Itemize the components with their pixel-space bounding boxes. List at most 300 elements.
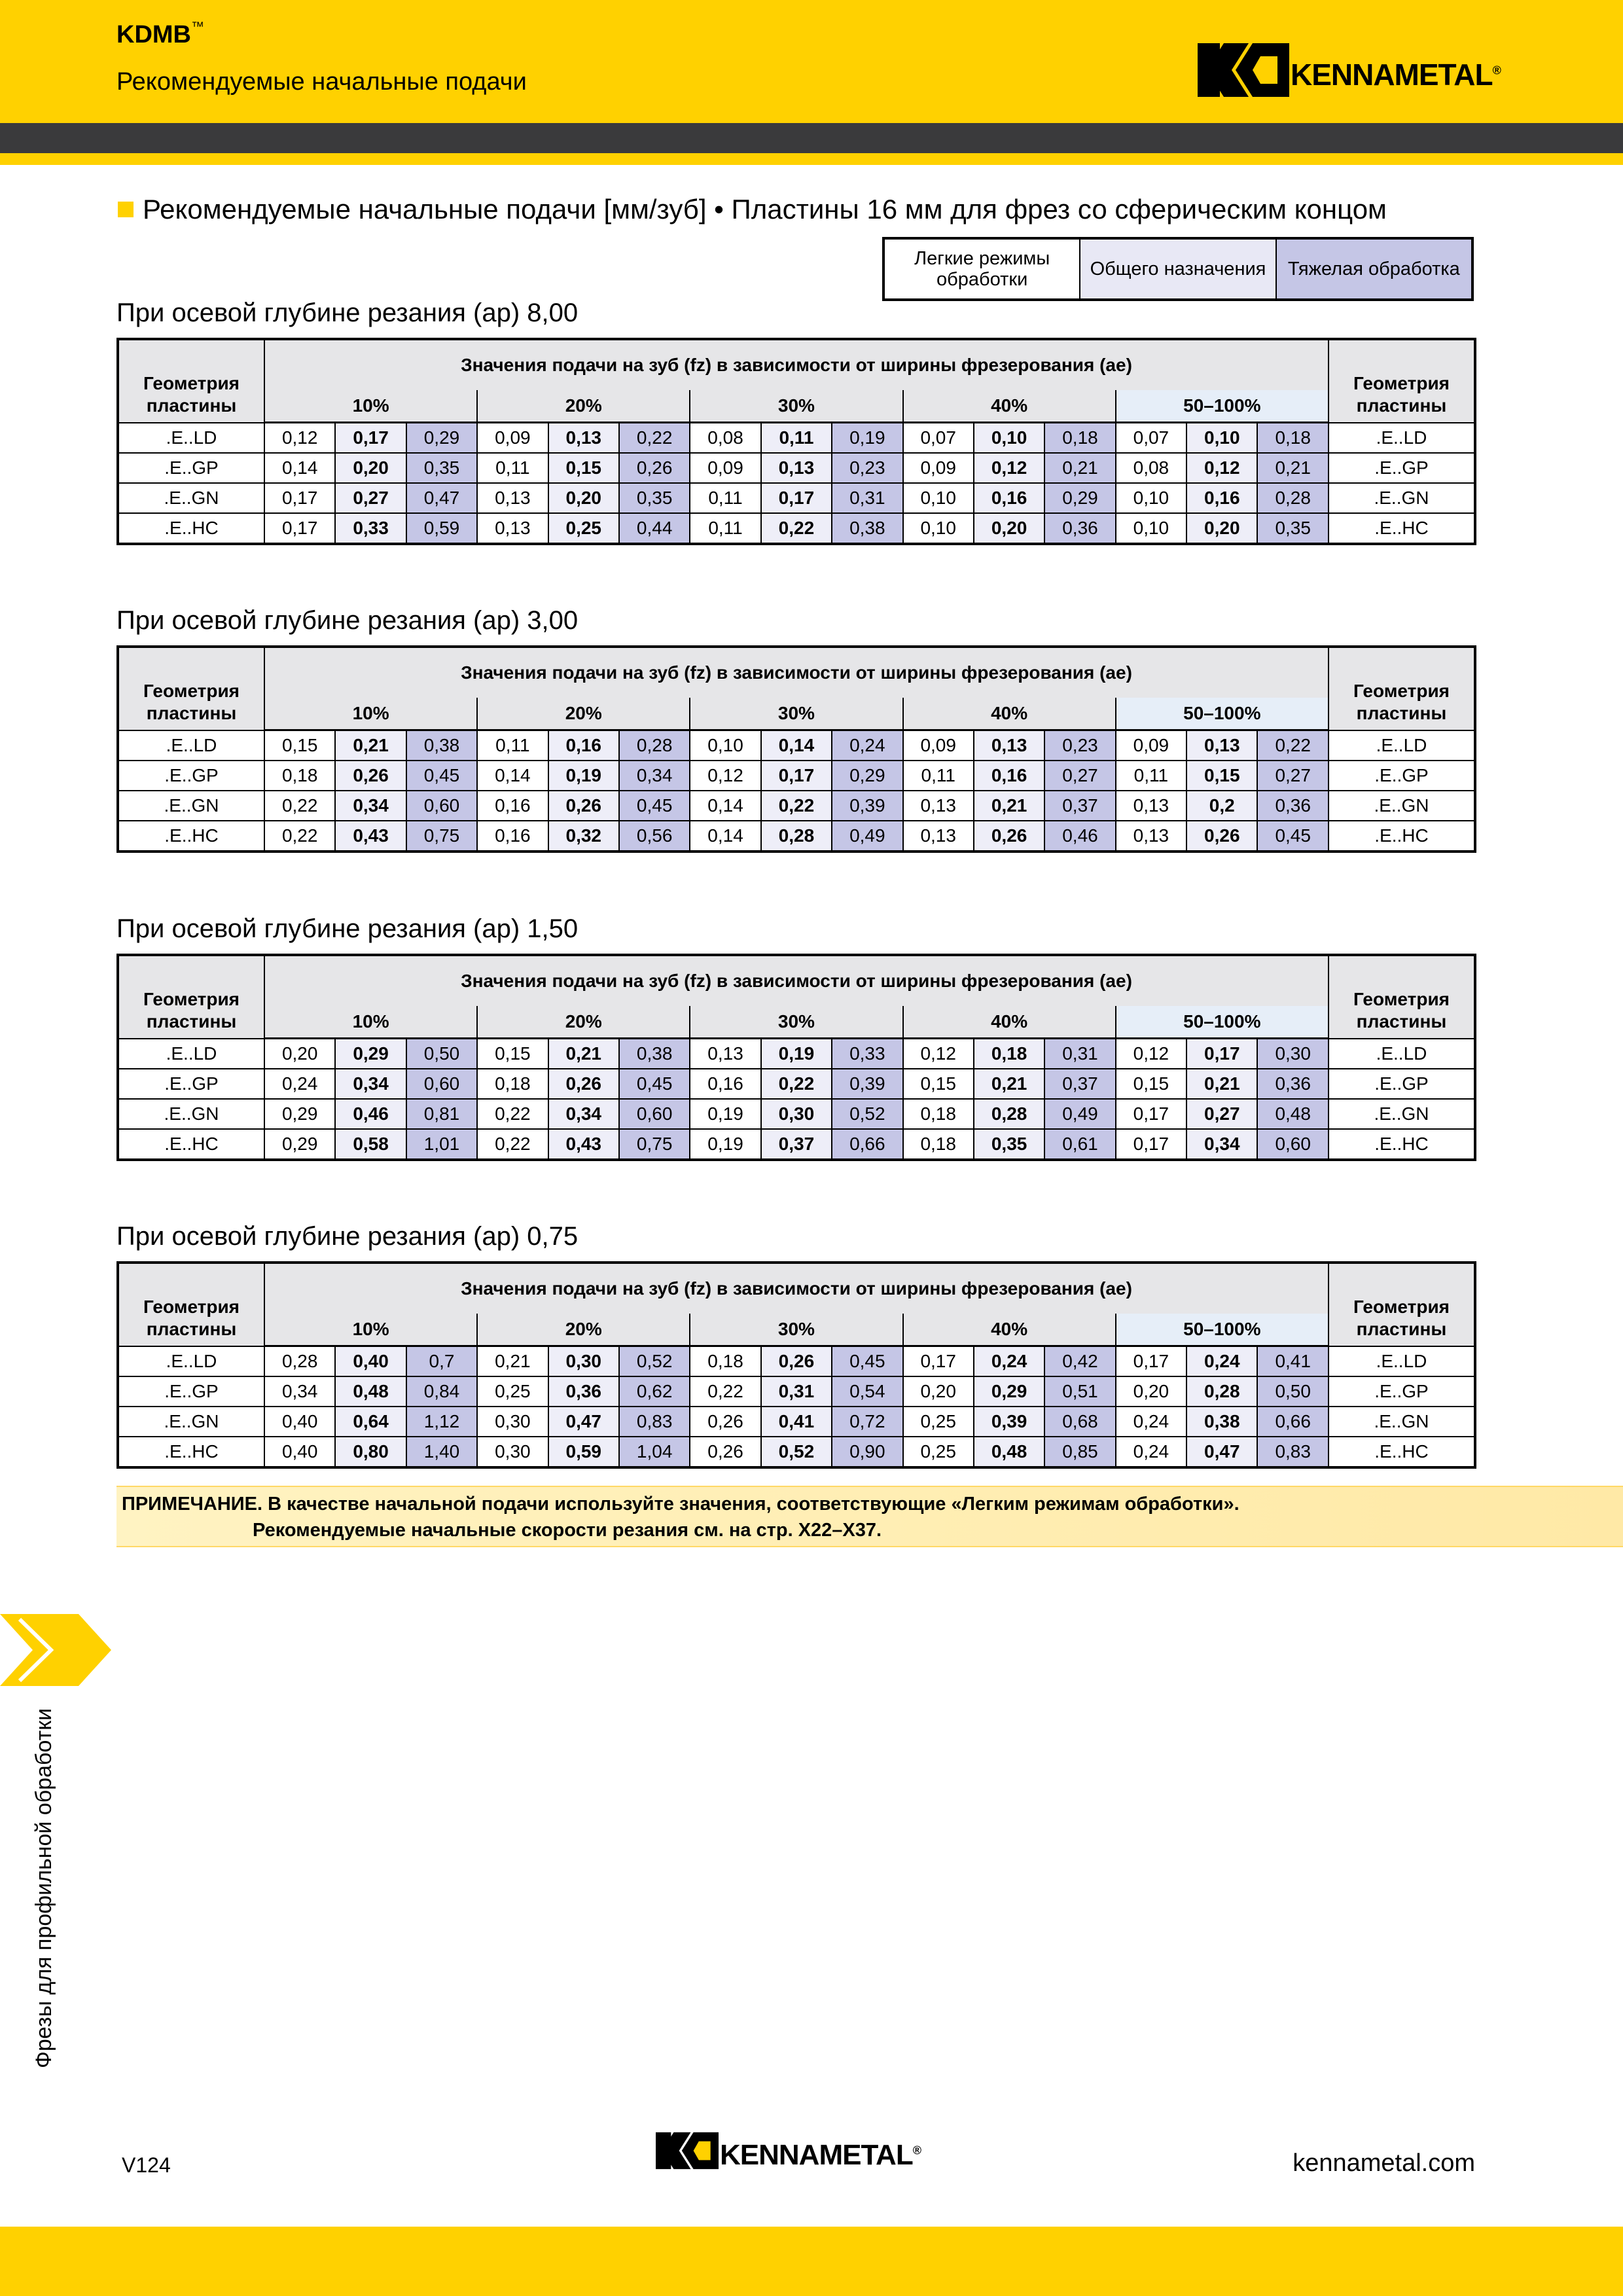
feed-value: 0,13 xyxy=(903,821,974,852)
feed-table xyxy=(116,1261,1476,1469)
geometry-code: .E..GN xyxy=(118,791,264,821)
feed-value: 0,26 xyxy=(335,761,406,791)
feed-value: 0,09 xyxy=(903,730,974,761)
feed-value: 0,21 xyxy=(1257,453,1328,483)
width-header: 20% xyxy=(477,698,690,730)
geometry-code-right: .E..GN xyxy=(1329,1407,1475,1437)
feed-value: 0,17 xyxy=(1116,1346,1186,1377)
feed-value: 1,01 xyxy=(406,1129,477,1160)
geometry-code: .E..LD xyxy=(118,1039,264,1069)
feed-value: 0,28 xyxy=(1186,1376,1257,1407)
feed-value: 0,29 xyxy=(832,761,902,791)
side-label: Фрезы для профильной обработки xyxy=(31,1708,56,2068)
footer-bar xyxy=(0,2227,1623,2296)
feed-value: 0,44 xyxy=(619,513,690,544)
feed-value: 0,47 xyxy=(1186,1437,1257,1467)
feed-value: 0,23 xyxy=(1044,730,1115,761)
feed-value: 0,15 xyxy=(1116,1069,1186,1099)
brand-name: KENNAMETAL® xyxy=(1291,58,1501,92)
feed-value: 0,10 xyxy=(1186,423,1257,454)
feed-value: 0,59 xyxy=(548,1437,619,1467)
section-title: Рекомендуемые начальные подачи [мм/зуб] • Пластины 16 мм для фрез со сферическим концом xyxy=(118,194,1387,225)
feed-value: 0,56 xyxy=(619,821,690,852)
geometry-code-right: .E..HC xyxy=(1329,513,1475,544)
geometry-header: Геометрия пластины xyxy=(118,647,264,730)
feed-value: 0,26 xyxy=(690,1407,760,1437)
table-row xyxy=(118,821,1475,852)
geometry-code: .E..GP xyxy=(118,453,264,483)
kennametal-k-icon xyxy=(1198,43,1289,97)
table-row xyxy=(118,1039,1475,1069)
feed-value: 0,13 xyxy=(477,483,548,513)
header-yellow-band xyxy=(0,153,1623,165)
geometry-code-right: .E..HC xyxy=(1329,1437,1475,1467)
feed-value: 0,18 xyxy=(264,761,335,791)
feed-value: 0,17 xyxy=(761,483,832,513)
feed-value: 0,20 xyxy=(1186,513,1257,544)
feed-value: 0,35 xyxy=(406,453,477,483)
feed-value: 0,17 xyxy=(903,1346,974,1377)
geometry-code-right: .E..LD xyxy=(1329,1346,1475,1377)
feed-value: 0,49 xyxy=(832,821,902,852)
width-header: 30% xyxy=(690,698,902,730)
feed-value: 0,11 xyxy=(761,423,832,454)
note-line-1: ПРИМЕЧАНИЕ. В качестве начальной подачи используйте значения, соответствующие «Легким режимам обработки». xyxy=(122,1494,1240,1515)
feed-value: 0,25 xyxy=(548,513,619,544)
feed-value: 0,09 xyxy=(903,453,974,483)
feed-value: 0,41 xyxy=(761,1407,832,1437)
feed-value: 0,26 xyxy=(619,453,690,483)
width-header: 30% xyxy=(690,1314,902,1346)
feed-value: 0,18 xyxy=(903,1129,974,1160)
feed-value: 0,37 xyxy=(1044,1069,1115,1099)
feed-value: 0,30 xyxy=(548,1346,619,1377)
feed-value: 0,45 xyxy=(406,761,477,791)
feed-value: 0,35 xyxy=(619,483,690,513)
feed-value: 0,45 xyxy=(1257,821,1328,852)
geometry-code-right: .E..GP xyxy=(1329,453,1475,483)
feed-value: 0,34 xyxy=(264,1376,335,1407)
block-title: При осевой глубине резания (ap) 8,00 xyxy=(116,298,579,327)
feed-value: 0,26 xyxy=(548,1069,619,1099)
feed-value: 0,18 xyxy=(974,1039,1044,1069)
feed-value: 0,17 xyxy=(264,483,335,513)
feed-caption: Значения подачи на зуб (fz) в зависимости от ширины фрезерования (ae) xyxy=(264,955,1329,1006)
block-title: При осевой глубине резания (ap) 3,00 xyxy=(116,606,579,635)
feed-value: 0,60 xyxy=(406,791,477,821)
geometry-code-right: .E..GN xyxy=(1329,791,1475,821)
feed-value: 0,42 xyxy=(1044,1346,1115,1377)
feed-value: 0,21 xyxy=(1186,1069,1257,1099)
feed-value: 0,27 xyxy=(1186,1099,1257,1129)
feed-value: 0,60 xyxy=(619,1099,690,1129)
feed-value: 0,33 xyxy=(832,1039,902,1069)
feed-value: 0,22 xyxy=(1257,730,1328,761)
feed-value: 0,12 xyxy=(903,1039,974,1069)
geometry-header: Геометрия пластины xyxy=(118,339,264,423)
feed-value: 0,18 xyxy=(903,1099,974,1129)
feed-value: 0,11 xyxy=(690,483,760,513)
feed-value: 0,26 xyxy=(974,821,1044,852)
feed-value: 0,18 xyxy=(477,1069,548,1099)
feed-value: 0,33 xyxy=(335,513,406,544)
legend-box xyxy=(882,237,1474,301)
feed-value: 0,30 xyxy=(1257,1039,1328,1069)
geometry-header-right: Геометрия пластины xyxy=(1329,647,1475,730)
feed-value: 0,13 xyxy=(1116,821,1186,852)
page-number: V124 xyxy=(122,2153,171,2177)
width-header: 50–100% xyxy=(1116,390,1329,423)
feed-value: 0,22 xyxy=(761,1069,832,1099)
table-row xyxy=(118,513,1475,544)
geometry-code: .E..LD xyxy=(118,730,264,761)
feed-value: 0,45 xyxy=(619,1069,690,1099)
feed-value: 0,09 xyxy=(1116,730,1186,761)
feed-value: 0,48 xyxy=(1257,1099,1328,1129)
table-row xyxy=(118,1407,1475,1437)
feed-value: 0,14 xyxy=(264,453,335,483)
note-line-2: Рекомендуемые начальные скорости резания см. на стр. X22–X37. xyxy=(253,1520,882,1541)
feed-value: 0,58 xyxy=(335,1129,406,1160)
footer-kennametal-k-icon xyxy=(656,2125,719,2177)
feed-value: 1,04 xyxy=(619,1437,690,1467)
feed-value: 0,29 xyxy=(264,1129,335,1160)
feed-value: 0,51 xyxy=(1044,1376,1115,1407)
feed-value: 0,13 xyxy=(761,453,832,483)
feed-value: 0,09 xyxy=(477,423,548,454)
feed-table xyxy=(116,338,1476,545)
table-row xyxy=(118,1437,1475,1467)
feed-value: 0,21 xyxy=(477,1346,548,1377)
feed-value: 0,15 xyxy=(264,730,335,761)
feed-value: 0,49 xyxy=(1044,1099,1115,1129)
width-header: 30% xyxy=(690,390,902,423)
geometry-code: .E..GN xyxy=(118,1407,264,1437)
feed-value: 0,12 xyxy=(690,761,760,791)
feed-value: 0,40 xyxy=(264,1407,335,1437)
feed-value: 0,18 xyxy=(1044,423,1115,454)
feed-value: 0,31 xyxy=(1044,1039,1115,1069)
feed-value: 0,35 xyxy=(1257,513,1328,544)
feed-value: 0,38 xyxy=(1186,1407,1257,1437)
feed-value: 0,17 xyxy=(335,423,406,454)
feed-block xyxy=(116,1222,1476,1469)
feed-value: 0,29 xyxy=(1044,483,1115,513)
feed-value: 0,11 xyxy=(690,513,760,544)
feed-value: 0,14 xyxy=(761,730,832,761)
geometry-code-right: .E..GN xyxy=(1329,483,1475,513)
width-header: 30% xyxy=(690,1006,902,1039)
feed-value: 0,07 xyxy=(903,423,974,454)
feed-value: 0,37 xyxy=(761,1129,832,1160)
feed-block xyxy=(116,606,1476,853)
feed-value: 0,20 xyxy=(903,1376,974,1407)
feed-value: 0,21 xyxy=(974,791,1044,821)
feed-value: 0,22 xyxy=(690,1376,760,1407)
kennametal-logo xyxy=(1198,43,1501,97)
feed-value: 0,75 xyxy=(619,1129,690,1160)
feed-value: 0,31 xyxy=(761,1376,832,1407)
geometry-code-right: .E..LD xyxy=(1329,1039,1475,1069)
header-bar xyxy=(0,0,1623,123)
feed-value: 0,12 xyxy=(974,453,1044,483)
width-header: 40% xyxy=(903,1006,1116,1039)
table-row xyxy=(118,1346,1475,1377)
feed-value: 0,15 xyxy=(548,453,619,483)
feed-value: 0,14 xyxy=(690,791,760,821)
feed-value: 0,80 xyxy=(335,1437,406,1467)
feed-value: 0,22 xyxy=(761,791,832,821)
feed-value: 0,39 xyxy=(832,791,902,821)
feed-value: 0,16 xyxy=(974,483,1044,513)
feed-value: 0,41 xyxy=(1257,1346,1328,1377)
feed-value: 0,10 xyxy=(1116,483,1186,513)
feed-value: 0,17 xyxy=(1116,1099,1186,1129)
feed-value: 0,52 xyxy=(619,1346,690,1377)
feed-value: 0,13 xyxy=(477,513,548,544)
feed-value: 0,14 xyxy=(477,761,548,791)
feed-value: 0,21 xyxy=(974,1069,1044,1099)
feed-value: 0,15 xyxy=(477,1039,548,1069)
feed-value: 0,28 xyxy=(761,821,832,852)
feed-value: 0,32 xyxy=(548,821,619,852)
feed-value: 0,18 xyxy=(690,1346,760,1377)
feed-value: 0,64 xyxy=(335,1407,406,1437)
feed-value: 0,08 xyxy=(690,423,760,454)
feed-value: 0,25 xyxy=(903,1437,974,1467)
table-row xyxy=(118,761,1475,791)
feed-value: 0,22 xyxy=(761,513,832,544)
feed-value: 0,28 xyxy=(974,1099,1044,1129)
geometry-code: .E..LD xyxy=(118,423,264,454)
feed-value: 0,21 xyxy=(335,730,406,761)
feed-value: 0,20 xyxy=(974,513,1044,544)
feed-value: 0,40 xyxy=(335,1346,406,1377)
feed-value: 0,48 xyxy=(974,1437,1044,1467)
feed-value: 0,36 xyxy=(548,1376,619,1407)
feed-value: 0,62 xyxy=(619,1376,690,1407)
feed-value: 0,52 xyxy=(832,1099,902,1129)
feed-value: 0,45 xyxy=(619,791,690,821)
feed-value: 0,15 xyxy=(1186,761,1257,791)
feed-value: 0,29 xyxy=(264,1099,335,1129)
feed-value: 0,46 xyxy=(335,1099,406,1129)
table-row xyxy=(118,1376,1475,1407)
feed-value: 0,23 xyxy=(832,453,902,483)
table-row xyxy=(118,730,1475,761)
table-row xyxy=(118,1129,1475,1160)
feed-caption: Значения подачи на зуб (fz) в зависимости от ширины фрезерования (ae) xyxy=(264,339,1329,390)
feed-value: 0,13 xyxy=(974,730,1044,761)
feed-value: 0,24 xyxy=(1186,1346,1257,1377)
feed-value: 0,27 xyxy=(335,483,406,513)
feed-value: 0,07 xyxy=(1116,423,1186,454)
feed-table xyxy=(116,645,1476,853)
feed-value: 0,20 xyxy=(264,1039,335,1069)
table-row xyxy=(118,1099,1475,1129)
feed-value: 0,84 xyxy=(406,1376,477,1407)
geometry-code: .E..GP xyxy=(118,1376,264,1407)
feed-value: 0,11 xyxy=(477,453,548,483)
feed-value: 0,19 xyxy=(548,761,619,791)
feed-value: 0,7 xyxy=(406,1346,477,1377)
width-header: 40% xyxy=(903,390,1116,423)
width-header: 10% xyxy=(264,698,477,730)
feed-value: 0,61 xyxy=(1044,1129,1115,1160)
feed-value: 0,13 xyxy=(1116,791,1186,821)
feed-value: 0,29 xyxy=(406,423,477,454)
feed-value: 0,26 xyxy=(690,1437,760,1467)
feed-value: 0,34 xyxy=(335,791,406,821)
feed-value: 0,25 xyxy=(903,1407,974,1437)
footer-brand-name: KENNAMETAL® xyxy=(720,2139,921,2171)
feed-value: 0,48 xyxy=(335,1376,406,1407)
geometry-header-right: Геометрия пластины xyxy=(1329,339,1475,423)
feed-value: 0,10 xyxy=(903,513,974,544)
feed-value: 0,30 xyxy=(761,1099,832,1129)
feed-value: 0,26 xyxy=(548,791,619,821)
feed-value: 0,16 xyxy=(548,730,619,761)
width-header: 50–100% xyxy=(1116,698,1329,730)
feed-caption: Значения подачи на зуб (fz) в зависимости от ширины фрезерования (ae) xyxy=(264,647,1329,698)
feed-value: 0,26 xyxy=(1186,821,1257,852)
width-header: 20% xyxy=(477,390,690,423)
feed-value: 0,45 xyxy=(832,1346,902,1377)
feed-value: 0,24 xyxy=(974,1346,1044,1377)
feed-value: 0,16 xyxy=(690,1069,760,1099)
feed-value: 0,34 xyxy=(619,761,690,791)
feed-value: 0,38 xyxy=(406,730,477,761)
feed-value: 0,60 xyxy=(1257,1129,1328,1160)
feed-value: 0,16 xyxy=(1186,483,1257,513)
feed-value: 0,17 xyxy=(264,513,335,544)
feed-value: 0,16 xyxy=(477,821,548,852)
legend-light: Легкие режимы обработки xyxy=(885,240,1080,298)
geometry-header: Геометрия пластины xyxy=(118,955,264,1039)
geometry-code-right: .E..GP xyxy=(1329,1069,1475,1099)
width-header: 10% xyxy=(264,1006,477,1039)
feed-value: 0,22 xyxy=(477,1099,548,1129)
feed-caption: Значения подачи на зуб (fz) в зависимости от ширины фрезерования (ae) xyxy=(264,1263,1329,1314)
feed-value: 0,38 xyxy=(832,513,902,544)
feed-value: 0,24 xyxy=(832,730,902,761)
feed-value: 0,10 xyxy=(690,730,760,761)
geometry-header: Геометрия пластины xyxy=(118,1263,264,1346)
feed-value: 0,22 xyxy=(619,423,690,454)
width-header: 10% xyxy=(264,1314,477,1346)
feed-value: 0,13 xyxy=(1186,730,1257,761)
feed-value: 1,12 xyxy=(406,1407,477,1437)
block-title: При осевой глубине резания (ap) 1,50 xyxy=(116,914,579,943)
feed-value: 0,34 xyxy=(1186,1129,1257,1160)
product-title: KDMB™ xyxy=(116,20,204,48)
feed-value: 0,34 xyxy=(335,1069,406,1099)
website-link[interactable]: kennametal.com xyxy=(1293,2149,1475,2177)
table-row xyxy=(118,453,1475,483)
feed-value: 0,43 xyxy=(548,1129,619,1160)
feed-value: 0,24 xyxy=(1116,1437,1186,1467)
table-row xyxy=(118,1069,1475,1099)
feed-value: 0,36 xyxy=(1257,791,1328,821)
table-row xyxy=(118,423,1475,454)
feed-value: 0,28 xyxy=(1257,483,1328,513)
geometry-code: .E..HC xyxy=(118,821,264,852)
feed-value: 0,35 xyxy=(974,1129,1044,1160)
feed-value: 0,47 xyxy=(406,483,477,513)
feed-value: 0,17 xyxy=(761,761,832,791)
note-box xyxy=(116,1486,1623,1547)
feed-value: 0,13 xyxy=(690,1039,760,1069)
feed-value: 0,36 xyxy=(1257,1069,1328,1099)
feed-value: 0,27 xyxy=(1257,761,1328,791)
feed-value: 0,19 xyxy=(832,423,902,454)
feed-block xyxy=(116,298,1476,545)
feed-value: 0,34 xyxy=(548,1099,619,1129)
feed-value: 0,27 xyxy=(1044,761,1115,791)
feed-value: 0,50 xyxy=(1257,1376,1328,1407)
feed-value: 0,66 xyxy=(832,1129,902,1160)
geometry-header-right: Геометрия пластины xyxy=(1329,955,1475,1039)
feed-value: 0,38 xyxy=(619,1039,690,1069)
yellow-square-icon xyxy=(118,202,134,217)
feed-value: 0,10 xyxy=(974,423,1044,454)
feed-value: 0,18 xyxy=(1257,423,1328,454)
feed-value: 0,90 xyxy=(832,1437,902,1467)
feed-value: 0,37 xyxy=(1044,791,1115,821)
geometry-code: .E..GN xyxy=(118,1099,264,1129)
geometry-header-right: Геометрия пластины xyxy=(1329,1263,1475,1346)
feed-value: 0,83 xyxy=(619,1407,690,1437)
header-dark-band xyxy=(0,123,1623,153)
feed-value: 0,08 xyxy=(1116,453,1186,483)
feed-value: 0,13 xyxy=(903,791,974,821)
feed-value: 0,10 xyxy=(903,483,974,513)
feed-value: 0,21 xyxy=(1044,453,1115,483)
feed-value: 0,16 xyxy=(477,791,548,821)
feed-value: 0,30 xyxy=(477,1437,548,1467)
geometry-code: .E..HC xyxy=(118,513,264,544)
table-row xyxy=(118,791,1475,821)
geometry-code: .E..LD xyxy=(118,1346,264,1377)
feed-value: 0,29 xyxy=(974,1376,1044,1407)
feed-value: 0,22 xyxy=(264,821,335,852)
geometry-code-right: .E..GN xyxy=(1329,1099,1475,1129)
geometry-code: .E..GN xyxy=(118,483,264,513)
feed-value: 0,28 xyxy=(264,1346,335,1377)
feed-value: 0,60 xyxy=(406,1069,477,1099)
feed-value: 0,66 xyxy=(1257,1407,1328,1437)
feed-value: 0,25 xyxy=(477,1376,548,1407)
page-subtitle: Рекомендуемые начальные подачи xyxy=(116,68,527,96)
width-header: 50–100% xyxy=(1116,1314,1329,1346)
feed-value: 0,15 xyxy=(903,1069,974,1099)
block-title: При осевой глубине резания (ap) 0,75 xyxy=(116,1222,579,1251)
feed-value: 0,83 xyxy=(1257,1437,1328,1467)
width-header: 20% xyxy=(477,1314,690,1346)
feed-value: 0,19 xyxy=(761,1039,832,1069)
footer-kennametal-logo xyxy=(656,2125,921,2177)
geometry-code: .E..GP xyxy=(118,1069,264,1099)
width-header: 20% xyxy=(477,1006,690,1039)
width-header: 10% xyxy=(264,390,477,423)
feed-value: 0,22 xyxy=(477,1129,548,1160)
legend-general: Общего назначения xyxy=(1080,240,1276,298)
feed-block xyxy=(116,914,1476,1161)
feed-value: 0,12 xyxy=(264,423,335,454)
feed-value: 0,17 xyxy=(1186,1039,1257,1069)
feed-value: 0,14 xyxy=(690,821,760,852)
feed-value: 0,11 xyxy=(1116,761,1186,791)
